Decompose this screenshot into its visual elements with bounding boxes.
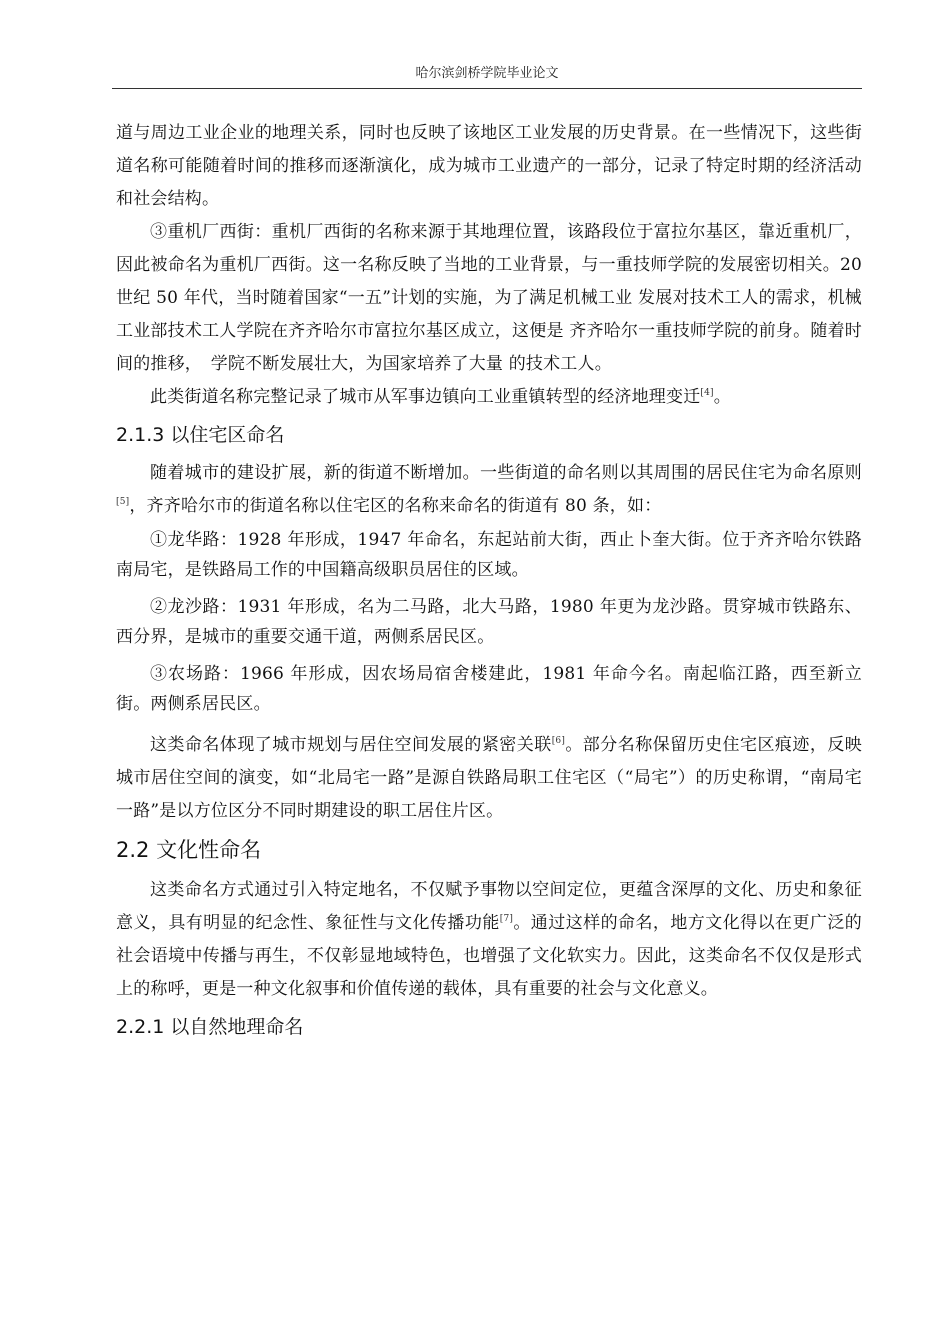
paragraph-text: 随着城市的建设扩展，新的街道不断增加。一些街道的命名则以其周围的居民住宅为命名原则: [150, 463, 862, 483]
paragraph-text: 这类命名体现了城市规划与居住空间发展的紧密关联: [150, 735, 552, 755]
paragraph-continuation: 道与周边工业企业的地理关系，同时也反映了该地区工业发展的历史背景。在一些情况下，这些街道名称可能随着时间的推移而逐渐演化，成为城市工业遗产的一部分，记录了特定时期的经济活动和社会结构。: [116, 123, 862, 209]
paragraph-cultural-naming: [116, 874, 862, 1006]
paragraph-zhongjichang: ③重机厂西街：重机厂西街的名称来源于其地理位置，该路段位于富拉尔基区，靠近重机厂，因此被命名为重机厂西街。这一名称反映了当地的工业背景，与一重技师学院的发展密切相关。20 世纪 50 年代，当时随着国家“一五”计划的实施，为了满足机械工业 发展对技术工人的需求，机械工业部技术工人学院在齐齐哈尔市富拉尔基区成立，这便是 齐齐哈尔一重技师学院的前身。随着时间的推移， 学院不断发展壮大，为国家培养了大量 的技术工人。: [116, 222, 862, 374]
section-heading-2-2-1: 2.2.1 以自然地理命名: [116, 1016, 304, 1038]
section-heading-2-2: 2.2 文化性命名: [116, 838, 262, 862]
paragraph-text: 此类街道名称完整记录了城市从军事边镇向工业重镇转型的经济地理变迁: [150, 387, 701, 407]
paragraph-summary-industrial: [116, 381, 862, 414]
document-body: [116, 117, 862, 1049]
paragraph-text: ，齐齐哈尔市的街道名称以住宅区的名称来命名的街道有 80 条，如：: [129, 496, 662, 516]
list-item-longsha: ②龙沙路：1931 年形成，名为二马路，北大马路，1980 年更为龙沙路。贯穿城市铁路东、西分界，是城市的重要交通干道，两侧系居民区。: [116, 597, 862, 647]
citation-ref: [5]: [116, 497, 130, 507]
paragraph-text: 。部分名称保留历史住宅区痕迹，反映城市居住空间的演变，如“北局宅一路”是源自铁路局职工住宅区（“局宅”）的历史称谓，“南局宅一路”是以方位区分不同时期建设的职工居住片区。: [116, 735, 862, 821]
citation-ref: [4]: [700, 388, 714, 398]
paragraph-residential-summary: [116, 729, 862, 828]
list-item-nongchang: ③农场路：1966 年形成，因农场局宿舍楼建此，1981 年命今名。南起临江路，西至新立街。两侧系居民区。: [116, 664, 862, 714]
paragraph-text: 。: [713, 387, 731, 407]
header-divider: [112, 88, 862, 89]
citation-ref: [6]: [551, 736, 566, 746]
citation-ref: [7]: [499, 914, 514, 924]
paragraph-residential-intro: [116, 457, 862, 523]
list-item-longhua: ①龙华路：1928 年形成，1947 年命名，东起站前大街，西止卜奎大街。位于齐齐哈尔铁路南局宅，是铁路局工作的中国籍高级职员居住的区域。: [116, 530, 862, 580]
paragraph-text: 这类命名方式通过引入特定地名，不仅赋予事物以空间定位，更蕴含深厚的文化、历史和象征意义，具有明显的纪念性、象征性与文化传播功能: [116, 880, 862, 933]
section-heading-2-1-3: 2.1.3 以住宅区命名: [116, 424, 285, 446]
page-header: 哈尔滨剑桥学院毕业论文: [415, 66, 559, 81]
paragraph-text: 。通过这样的命名，地方文化得以在更广泛的社会语境中传播与再生，不仅彰显地域特色，也增强了文化软实力。因此，这类命名不仅仅是形式上的称呼，更是一种文化叙事和价值传递的载体，具有重要的社会与文化意义。: [116, 913, 862, 999]
